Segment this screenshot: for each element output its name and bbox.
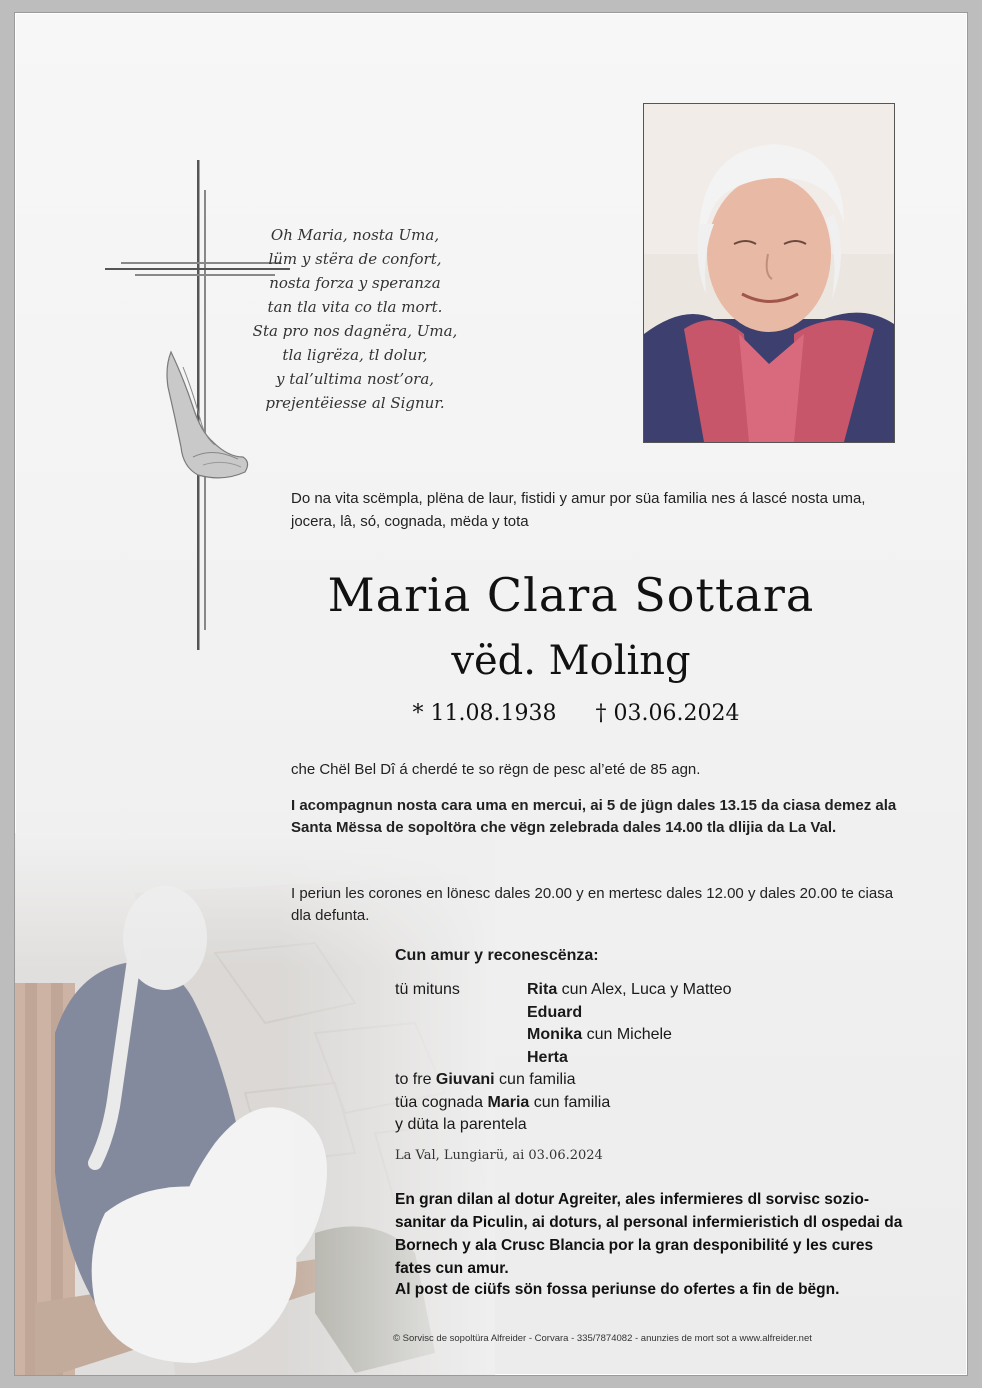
prayer-line: Sta pro nos dagnëra, Uma, — [252, 322, 458, 340]
sister-suffix: cun familia — [529, 1093, 611, 1111]
passing-text: che Chël Bel Dî á cherdé te so rëgn de pesc al’eté de 85 agn. — [291, 761, 701, 778]
deceased-name: Maria Clara Sottara — [327, 568, 815, 622]
mourners-title: Cun amur y reconescënza: — [395, 947, 599, 964]
prayer-text — [205, 223, 505, 415]
portrait-photo — [643, 103, 895, 443]
brother-prefix: to fre — [395, 1071, 436, 1088]
prayer-line: Oh Maria, nosta Uma, — [270, 226, 440, 244]
prayer-line: y tal’ultima nost’ora, — [275, 370, 435, 388]
widow-name: vëd. Moling — [451, 638, 691, 684]
birth-date: * 11.08.1938 — [412, 701, 557, 726]
donations-text: Al post de ciüfs sön fossa periunse do ofertes a fin de bëgn. — [395, 1281, 840, 1298]
funeral-text: I acompagnun nosta cara uma en mercui, ai 5 de jügn dales 13.15 da ciasa demez ala Santa Mëssa de sopoltöra che vëgn zelebrada dales 14.00 tla dlijia da La Val. — [291, 797, 897, 836]
sister-name: Maria — [487, 1093, 530, 1111]
relatives-row — [395, 979, 732, 1002]
prayer-line: lüm y stëra de confort, — [268, 250, 442, 268]
intro-text: Do na vita scëmpla, plëna de laur, fistidi y amur por süa familia nes á lascé nosta uma, jocera, lâ, só, cognada, mëda y tota — [291, 490, 866, 530]
death-date: † 03.06.2024 — [595, 701, 740, 726]
rosary-text: I periun les corones en lönesc dales 20.00 y en mertesc dales 12.00 y dales 20.00 te ciasa dla defunta. — [291, 885, 894, 924]
children-label: tü mituns — [395, 981, 460, 998]
prayer-line: tan tla vita co tla mort. — [267, 298, 443, 316]
child-family: cun Michele — [582, 1026, 672, 1043]
child-family: cun Alex, Luca y Matteo — [557, 981, 732, 998]
child-name: Herta — [527, 1048, 568, 1066]
life-dates — [15, 701, 967, 726]
brother-name: Giuvani — [435, 1071, 495, 1088]
brother-suffix: cun familia — [494, 1071, 576, 1088]
sister-prefix: tüa cognada — [395, 1093, 488, 1111]
child-name: Eduard — [527, 1003, 583, 1021]
relatives-row — [395, 1069, 576, 1092]
prayer-line: nosta forza y speranza — [269, 274, 441, 292]
footer-credit: © Sorvisc de sopoltüra Alfreider - Corvara - 335/7874082 - anunzies de mort sot a www.alfreider.net — [393, 1333, 812, 1344]
gratitude-text: En gran dilan al dotur Agreiter, ales infermieres dl sorvisc sozio-sanitar da Piculin, ai doturs, al personal infermieristich dl ospedai da Bornech y ala Crusc Blancia por la gran desponibilité y les cures fates cun amur. — [395, 1191, 903, 1277]
obituary-page — [14, 12, 968, 1376]
family-text: y düta la parentela — [395, 1116, 527, 1133]
place-date: La Val, Lungiarü, ai 03.06.2024 — [395, 1148, 603, 1163]
child-name: Monika — [527, 1026, 583, 1043]
child-name: Rita — [527, 981, 558, 998]
relatives-row — [395, 1092, 610, 1115]
prayer-line: tla ligrëza, tl dolur, — [282, 346, 428, 364]
relatives-row — [395, 1114, 527, 1137]
prayer-line: prejentëiesse al Signur. — [265, 394, 445, 412]
